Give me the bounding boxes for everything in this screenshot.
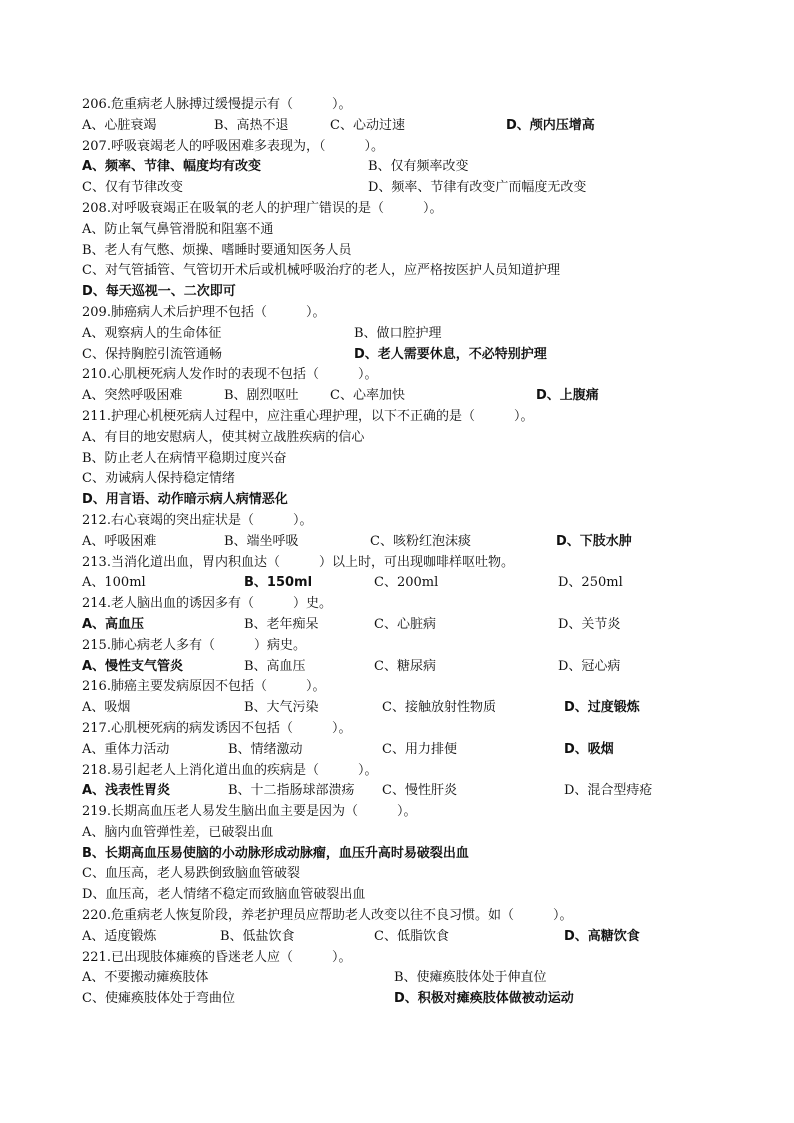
option-text: C、保持胸腔引流管通畅 bbox=[82, 346, 222, 362]
option-line bbox=[82, 386, 722, 407]
option-text: B、端坐呼吸 bbox=[224, 533, 299, 549]
option-text: C、200ml bbox=[374, 575, 439, 591]
option-text: D、关节炎 bbox=[558, 616, 621, 632]
question-text: 213.当消化道出血，胃内积血达（ ）以上时，可出现咖啡样呕吐物。 bbox=[82, 554, 514, 570]
option-text: D、冠心病 bbox=[558, 658, 621, 674]
answer-option: B、150ml bbox=[244, 575, 313, 591]
answer-option: A、频率、节律、幅度均有改变 bbox=[82, 159, 262, 175]
question-text: 218.易引起老人上消化道出血的疾病是（ ）。 bbox=[82, 762, 378, 778]
option-text: C、心动过速 bbox=[330, 117, 405, 133]
option-line bbox=[82, 573, 722, 594]
option-text: D、250ml bbox=[558, 575, 623, 591]
option-line bbox=[82, 989, 722, 1010]
question-line bbox=[82, 761, 722, 782]
option-text: C、糖尿病 bbox=[374, 658, 436, 674]
question-text: 206.危重病老人脉搏过缓慢提示有（ ）。 bbox=[82, 97, 352, 112]
option-line bbox=[82, 220, 722, 241]
option-line bbox=[82, 532, 722, 553]
option-text: D、频率、节律有改变广而幅度无改变 bbox=[368, 180, 587, 196]
question-text: 212.右心衰竭的突出症状是（ ）。 bbox=[82, 512, 313, 528]
question-line bbox=[82, 511, 722, 532]
option-line bbox=[82, 490, 722, 511]
option-text: C、血压高，老人易跌倒致脑血管破裂 bbox=[82, 866, 300, 882]
question-line bbox=[82, 948, 722, 969]
option-text: A、呼吸困难 bbox=[82, 533, 157, 549]
option-line bbox=[82, 178, 722, 199]
question-line bbox=[82, 719, 722, 740]
question-text: 221.已出现肢体瘫痪的昏迷老人应（ ）。 bbox=[82, 949, 352, 965]
answer-option: B、长期高血压易使脑的小动脉形成动脉瘤，血压升高时易破裂出血 bbox=[82, 845, 469, 861]
answer-option: D、积极对瘫痪肢体做被动运动 bbox=[394, 991, 574, 1007]
answer-option: D、用言语、动作暗示病人病情恶化 bbox=[82, 492, 288, 508]
answer-option: D、老人需要休息，不必特别护理 bbox=[354, 346, 547, 362]
option-text: B、低盐饮食 bbox=[220, 928, 295, 944]
option-text: A、100ml bbox=[82, 575, 146, 591]
question-line bbox=[82, 594, 722, 615]
question-line bbox=[82, 137, 722, 158]
option-line bbox=[82, 615, 722, 636]
option-text: A、突然呼吸困难 bbox=[82, 388, 183, 404]
option-text: C、劝诫病人保持稳定情绪 bbox=[82, 471, 235, 487]
option-text: A、适度锻炼 bbox=[82, 928, 157, 944]
option-line bbox=[82, 698, 722, 719]
option-text: B、老人有气憋、烦操、嗜睡时要通知医务人员 bbox=[82, 242, 352, 258]
question-text: 216.肺癌主要发病原因不包括（ ）。 bbox=[82, 679, 326, 695]
option-text: B、做口腔护理 bbox=[354, 325, 442, 341]
option-text: C、低脂饮食 bbox=[374, 928, 449, 944]
option-line bbox=[82, 282, 722, 303]
option-text: B、防止老人在病情平稳期过度兴奋 bbox=[82, 450, 287, 466]
question-text: 208.对呼吸衰竭正在吸氧的老人的护理广错误的是（ ）。 bbox=[82, 200, 443, 216]
option-text: A、吸烟 bbox=[82, 700, 131, 716]
option-text: C、慢性肝炎 bbox=[382, 783, 457, 799]
option-line bbox=[82, 844, 722, 865]
option-text: C、对气管插管、气管切开术后或机械呼吸治疗的老人，应严格按医护人员知道护理 bbox=[82, 263, 560, 279]
option-text: C、咳粉红泡沫痰 bbox=[370, 533, 471, 549]
option-text: A、有目的地安慰病人，使其树立战胜疾病的信心 bbox=[82, 429, 365, 445]
option-line bbox=[82, 864, 722, 885]
question-text: 209.肺癌病人术后护理不包括（ ）。 bbox=[82, 304, 326, 320]
option-text: B、十二指肠球部溃疡 bbox=[228, 783, 355, 799]
option-line bbox=[82, 449, 722, 470]
option-text: A、观察病人的生命体征 bbox=[82, 325, 222, 341]
option-text: C、使瘫痪肢体处于弯曲位 bbox=[82, 991, 235, 1007]
question-document bbox=[82, 95, 722, 1010]
question-text: 220.危重病老人恢复阶段，养老护理员应帮助老人改变以往不良习惯。如（ ）。 bbox=[82, 908, 573, 924]
option-line bbox=[82, 241, 722, 262]
option-text: B、仅有频率改变 bbox=[368, 159, 469, 175]
option-text: A、不要搬动瘫痪肢体 bbox=[82, 970, 209, 986]
answer-option: A、慢性支气管炎 bbox=[82, 658, 184, 674]
option-text: C、心脏病 bbox=[374, 616, 436, 632]
question-line bbox=[82, 303, 722, 324]
question-text: 210.心肌梗死病人发作时的表现不包括（ ）。 bbox=[82, 367, 378, 383]
option-line bbox=[82, 345, 722, 366]
question-line bbox=[82, 677, 722, 698]
option-line bbox=[82, 157, 722, 178]
option-line bbox=[82, 927, 722, 948]
answer-option: A、高血压 bbox=[82, 616, 145, 632]
question-text: 211.护理心机梗死病人过程中，应注重心理护理，以下不正确的是（ ）。 bbox=[82, 408, 534, 424]
option-text: A、重体力活动 bbox=[82, 741, 170, 757]
option-line bbox=[82, 469, 722, 490]
option-line bbox=[82, 823, 722, 844]
answer-option: A、浅表性胃炎 bbox=[82, 783, 171, 799]
option-line bbox=[82, 261, 722, 282]
option-text: B、老年痴呆 bbox=[244, 616, 319, 632]
option-text: A、心脏衰竭 bbox=[82, 117, 157, 133]
question-line bbox=[82, 95, 722, 116]
option-text: C、心率加快 bbox=[330, 388, 405, 404]
option-line bbox=[82, 657, 722, 678]
option-text: B、高血压 bbox=[244, 658, 306, 674]
option-text: B、剧烈呕吐 bbox=[224, 388, 299, 404]
option-text: B、情绪激动 bbox=[228, 741, 303, 757]
option-line bbox=[82, 885, 722, 906]
option-text: B、大气污染 bbox=[244, 700, 319, 716]
option-text: D、混合型痔疮 bbox=[564, 783, 653, 799]
answer-option: D、下肢水肿 bbox=[556, 533, 632, 549]
option-line bbox=[82, 116, 722, 137]
option-line bbox=[82, 740, 722, 761]
question-line bbox=[82, 906, 722, 927]
question-text: 215.肺心病老人多有（ ）病史。 bbox=[82, 637, 306, 653]
option-text: A、防止氧气鼻管滑脱和阻塞不通 bbox=[82, 221, 274, 237]
question-line bbox=[82, 636, 722, 657]
question-text: 214.老人脑出血的诱因多有（ ）史。 bbox=[82, 596, 332, 612]
answer-option: D、上腹痛 bbox=[536, 388, 599, 404]
question-line bbox=[82, 365, 722, 386]
answer-option: D、颅内压增高 bbox=[506, 117, 595, 133]
answer-option: D、高糖饮食 bbox=[564, 928, 640, 944]
option-text: D、血压高，老人情绪不稳定而致脑血管破裂出血 bbox=[82, 887, 366, 903]
question-line bbox=[82, 199, 722, 220]
option-line bbox=[82, 428, 722, 449]
question-line bbox=[82, 802, 722, 823]
option-line bbox=[82, 968, 722, 989]
option-text: A、脑内血管弹性差，已破裂出血 bbox=[82, 824, 274, 840]
question-line bbox=[82, 553, 722, 574]
option-text: C、仅有节律改变 bbox=[82, 180, 183, 196]
option-text: C、用力排便 bbox=[382, 741, 457, 757]
question-text: 207.呼吸衰竭老人的呼吸困难多表现为，（ ）。 bbox=[82, 138, 384, 154]
option-text: B、使瘫痪肢体处于伸直位 bbox=[394, 970, 547, 986]
question-text: 217.心肌梗死病的病发诱因不包括（ ）。 bbox=[82, 720, 352, 736]
option-text: C、接触放射性物质 bbox=[382, 700, 496, 716]
option-line bbox=[82, 324, 722, 345]
question-text: 219.长期高血压老人易发生脑出血主要是因为（ ）。 bbox=[82, 804, 417, 820]
option-line bbox=[82, 781, 722, 802]
answer-option: D、每天巡视一、二次即可 bbox=[82, 284, 236, 300]
answer-option: D、吸烟 bbox=[564, 741, 614, 757]
answer-option: D、过度锻炼 bbox=[564, 700, 640, 716]
option-text: B、高热不退 bbox=[214, 117, 289, 133]
question-line bbox=[82, 407, 722, 428]
